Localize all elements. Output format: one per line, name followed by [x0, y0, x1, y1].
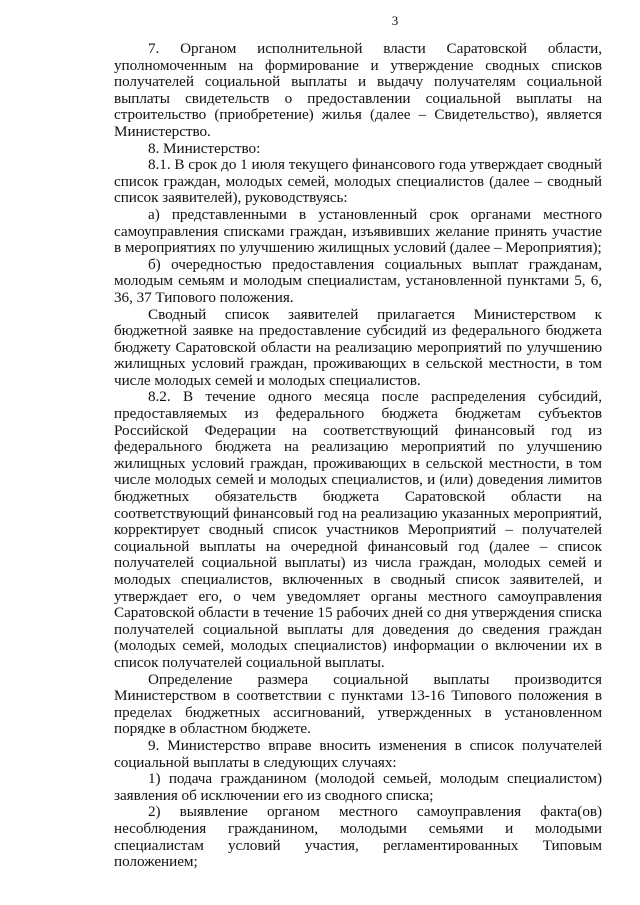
page-number: 3 — [391, 13, 399, 28]
paragraph-8-2: 8.2. В течение одного месяца после распределения субсидий, предоставляемых из федерального бюджета бюджетам субъектов Российской Федерации на соответствующий финансовый год из федерального бюджета на реализацию мероприятий по улучшению жилищных условий граждан, проживающих в сельской местности, в том числе молодых семей и молодых специалистов, и (или) доведения лимитов бюджетных обязательств бюджета Саратовской области на соответствующий финансовый год на реализацию указанных мероприятий, корректирует сводный список участников Мероприятий – получателей социальной выплаты на очередной финансовый год (далее – список получателей социальной выплаты) из числа граждан, молодых семей и молодых специалистов, включенных в сводный список заявителей, и утверждает его, о чем уведомляет органы местного самоуправления Саратовской области в течение 15 рабочих дней со дня утверждения списка получателей социальной выплаты для доведения до сведения граждан (молодых семей, молодых специалистов) информации о включении их в список получателей социальной выплаты. — [114, 388, 602, 671]
paragraph-8-1-b: б) очередностью предоставления социальных выплат гражданам, молодым семьям и молодым специалистам, установленной пунктами 5, 6, 36, 37 Типового положения. — [114, 255, 602, 306]
paragraph-7: 7. Органом исполнительной власти Саратовской области, уполномоченным на формирование и утверждение сводных списков получателей социальной выплаты и выдачу получателям социальной выплаты свидетельств о предоставлении социальной выплаты на строительство (приобретение) жилья (далее – Свидетельство), является Министерство. — [114, 40, 602, 140]
paragraph-9-2: 2) выявление органом местного самоуправления факта(ов) несоблюдения гражданином, молодыми семьями и молодыми специалистам условий участия, регламентированных Типовым положением; — [114, 803, 602, 871]
paragraph-9-1: 1) подача гражданином (молодой семьей, молодым специалистом) заявления об исключении его из сводного списка; — [114, 770, 602, 804]
paragraph-payment-amount: Определение размера социальной выплаты производится Министерством в соответствии с пунктами 13-16 Типового положения в пределах бюджетных ассигнований, утвержденных в установленном порядке в областном бюджете. — [114, 670, 602, 738]
paragraph-summary-list: Сводный список заявителей прилагается Министерством к бюджетной заявке на предоставление субсидий из федерального бюджета бюджету Саратовской области на реализацию мероприятий по улучшению жилищных условий граждан, проживающих в сельской местности, в том числе молодых семей и молодых специалистов. — [114, 305, 602, 389]
paragraph-8-1: 8.1. В срок до 1 июля текущего финансового года утверждает сводный список граждан, молодых семей, молодых специалистов (далее – сводный список заявителей), руководствуясь: — [114, 156, 602, 207]
paragraph-9: 9. Министерство вправе вносить изменения в список получателей социальной выплаты в следующих случаях: — [114, 736, 602, 771]
paragraph-8-1-a: а) представленными в установленный срок органами местного самоуправления списками граждан, изъявивших желание принять участие в мероприятиях по улучшению жилищных условий (далее – Мероприятия); — [114, 205, 602, 257]
paragraph-8: 8. Министерство: — [148, 139, 261, 157]
